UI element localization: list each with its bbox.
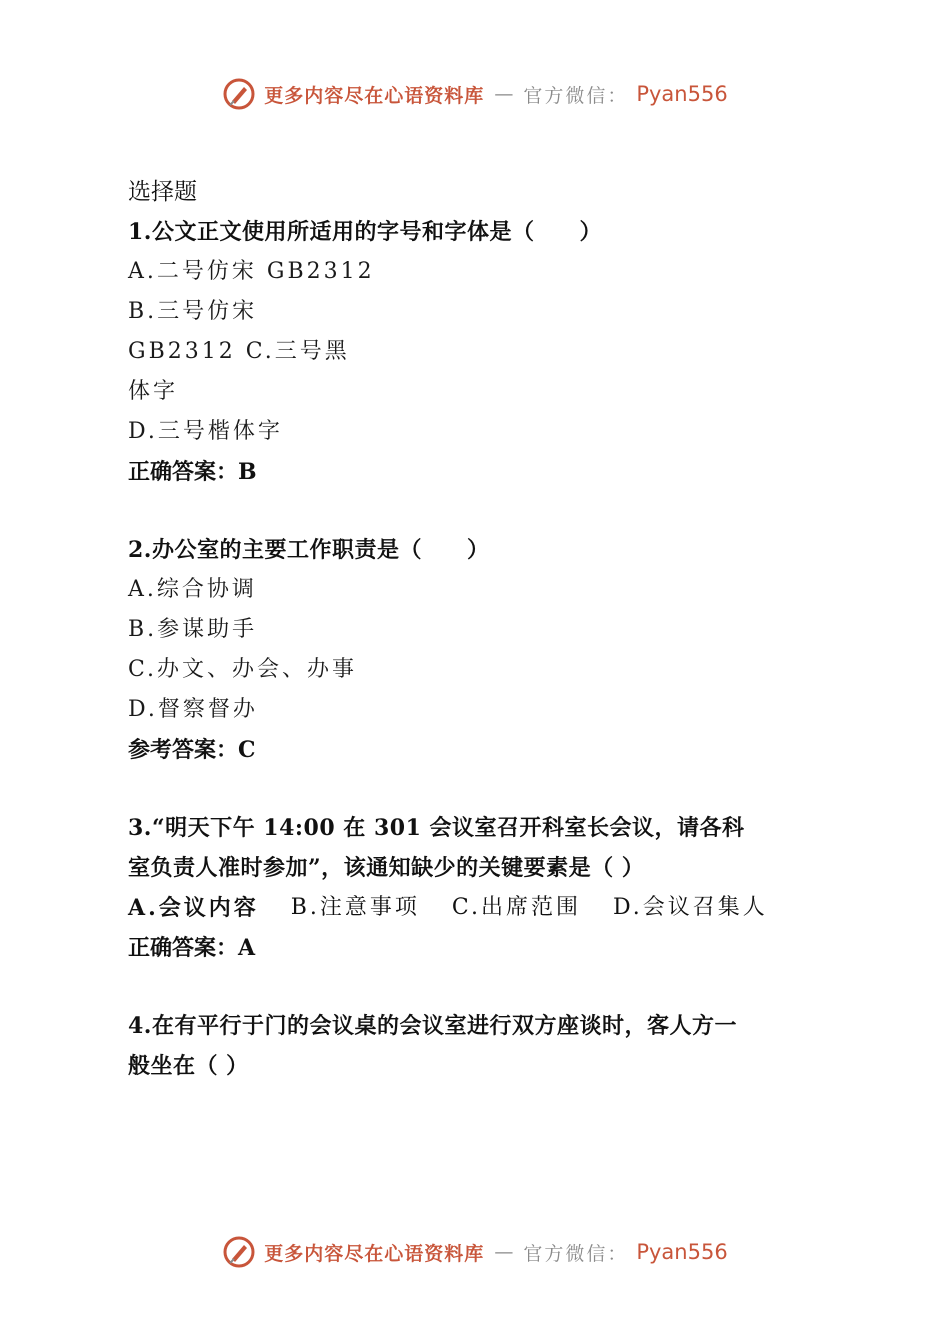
option-line: A.二号仿宋 GB2312 [128,259,375,284]
banner-text: 更多内容尽在心语资料库 [264,1242,485,1265]
option-b: B.注意事项 [290,895,420,920]
option-c: C.出席范围 [451,895,581,920]
option-line: D.督察督办 [128,697,258,722]
option-line: D.三号楷体字 [128,419,283,444]
banner-wechat-id: Pyan556 [636,1240,728,1264]
option-d: D.会议召集人 [612,895,768,920]
question-text: 1.公文正文使用所适用的字号和字体是（ ） [128,219,602,245]
pen-logo-icon [222,77,256,111]
option-line: B.三号仿宋 [128,299,258,324]
answer-text: 正确答案：B [128,459,257,485]
question-3 [128,808,828,968]
option-a: A.会议内容 [128,895,259,921]
question-text: 4.在有平行于门的会议桌的会议室进行双方座谈时，客人方一 [128,1013,737,1039]
banner-wechat-id: Pyan556 [636,82,728,106]
option-line: A.综合协调 [128,577,257,602]
option-line: C.办文、办会、办事 [128,657,358,682]
option-line: 体字 [128,379,179,404]
banner-dash: — [494,83,514,105]
question-4 [128,1006,828,1086]
question-text: 2.办公室的主要工作职责是（ ） [128,537,490,563]
banner-wechat-label: 官方微信： [523,1242,629,1265]
options-row [128,888,828,928]
banner-wechat-label: 官方微信： [523,84,629,107]
question-text: 室负责人准时参加”，该通知缺少的关键要素是（ ） [128,855,645,881]
option-line: B.参谋助手 [128,617,258,642]
footer-banner [0,1230,950,1274]
question-text: 3.“明天下午 14:00 在 301 会议室召开科室长会议，请各科 [128,815,745,841]
question-1 [128,212,828,492]
section-title: 选择题 [128,179,197,205]
question-2 [128,530,828,770]
header-banner [0,72,950,116]
option-line: GB2312 C.三号黑 [128,339,350,364]
banner-dash: — [494,1241,514,1263]
answer-text: 参考答案：C [128,737,256,763]
banner-text: 更多内容尽在心语资料库 [264,84,485,107]
document-body [128,172,828,1086]
answer-text: 正确答案：A [128,935,256,961]
question-text: 般坐在（ ） [128,1053,249,1079]
pen-logo-icon [222,1235,256,1269]
